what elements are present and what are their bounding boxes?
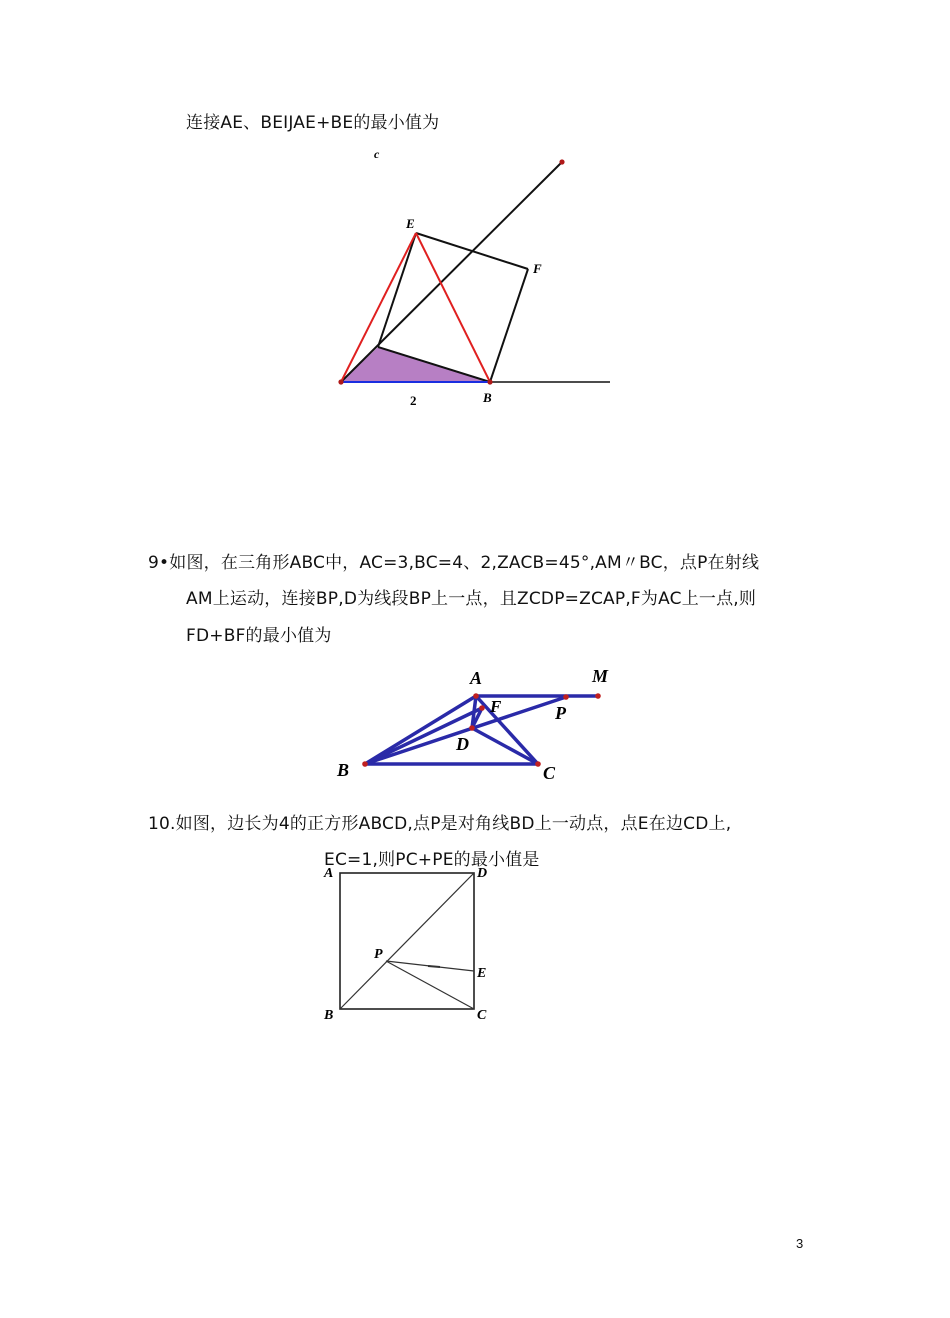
figure-2-geometry (330, 660, 630, 782)
point-a (473, 693, 479, 699)
q9-text-line-2: AM上运动，连接BP,D为线段BP上一点，且ZCDP=ZCAP,F为AC上一点,则 (186, 589, 757, 609)
label-d: D (456, 734, 469, 754)
segment-be (416, 233, 490, 382)
label-b: B (337, 760, 350, 780)
label-a: A (324, 866, 334, 881)
point-p (563, 694, 569, 700)
label-m: M (592, 666, 609, 686)
label-c: c (374, 147, 380, 161)
segment-pe-mark (428, 966, 440, 967)
label-c: C (543, 763, 556, 782)
point-a (338, 379, 343, 384)
label-p: P (374, 947, 383, 962)
ray-line (341, 162, 562, 382)
label-a: A (470, 668, 483, 688)
q10-text-line-2: EC=1,则PC+PE的最小值是 (324, 850, 540, 870)
q10-text-line-1: 10.如图，边长为4的正方形ABCD,点P是对角线BD上一动点，点E在边CD上, (148, 814, 732, 834)
point-c (535, 761, 541, 767)
q9-text-line-1: 9•如图，在三角形ABC中，AC=3,BC=4、2,ZACB=45°,AM〃BC，点P在射线 (148, 553, 760, 573)
square-side-ef (416, 233, 528, 269)
point-m (595, 693, 601, 699)
label-p: P (555, 703, 566, 723)
square-side-ge (378, 233, 416, 347)
point-b (487, 379, 492, 384)
label-b: B (483, 390, 492, 405)
point-f (479, 705, 485, 711)
purple-triangle (341, 347, 490, 382)
label-e: E (477, 966, 487, 981)
q9-text-line-3: FD+BF的最小值为 (186, 626, 332, 646)
diagonal-bd (340, 873, 474, 1009)
square-side-fb (490, 269, 528, 382)
label-f: F (490, 697, 502, 716)
segment-dc (472, 728, 538, 764)
point-d (469, 725, 475, 731)
label-d: D (477, 866, 488, 881)
label-e: E (406, 216, 415, 231)
figure-3-geometry (318, 860, 498, 1026)
segment-pc (386, 961, 474, 1009)
point-b (362, 761, 368, 767)
label-c: C (477, 1008, 487, 1023)
segment-ac (476, 696, 538, 764)
problem-text-line-1: 连接AE、BEIJAE+BE的最小值为 (186, 113, 440, 133)
label-f: F (533, 261, 542, 276)
label-b: B (324, 1008, 334, 1023)
page-number: 3 (796, 1236, 804, 1251)
figure-1-geometry (330, 140, 630, 420)
label-length-2: 2 (410, 393, 417, 408)
point-c (559, 159, 564, 164)
